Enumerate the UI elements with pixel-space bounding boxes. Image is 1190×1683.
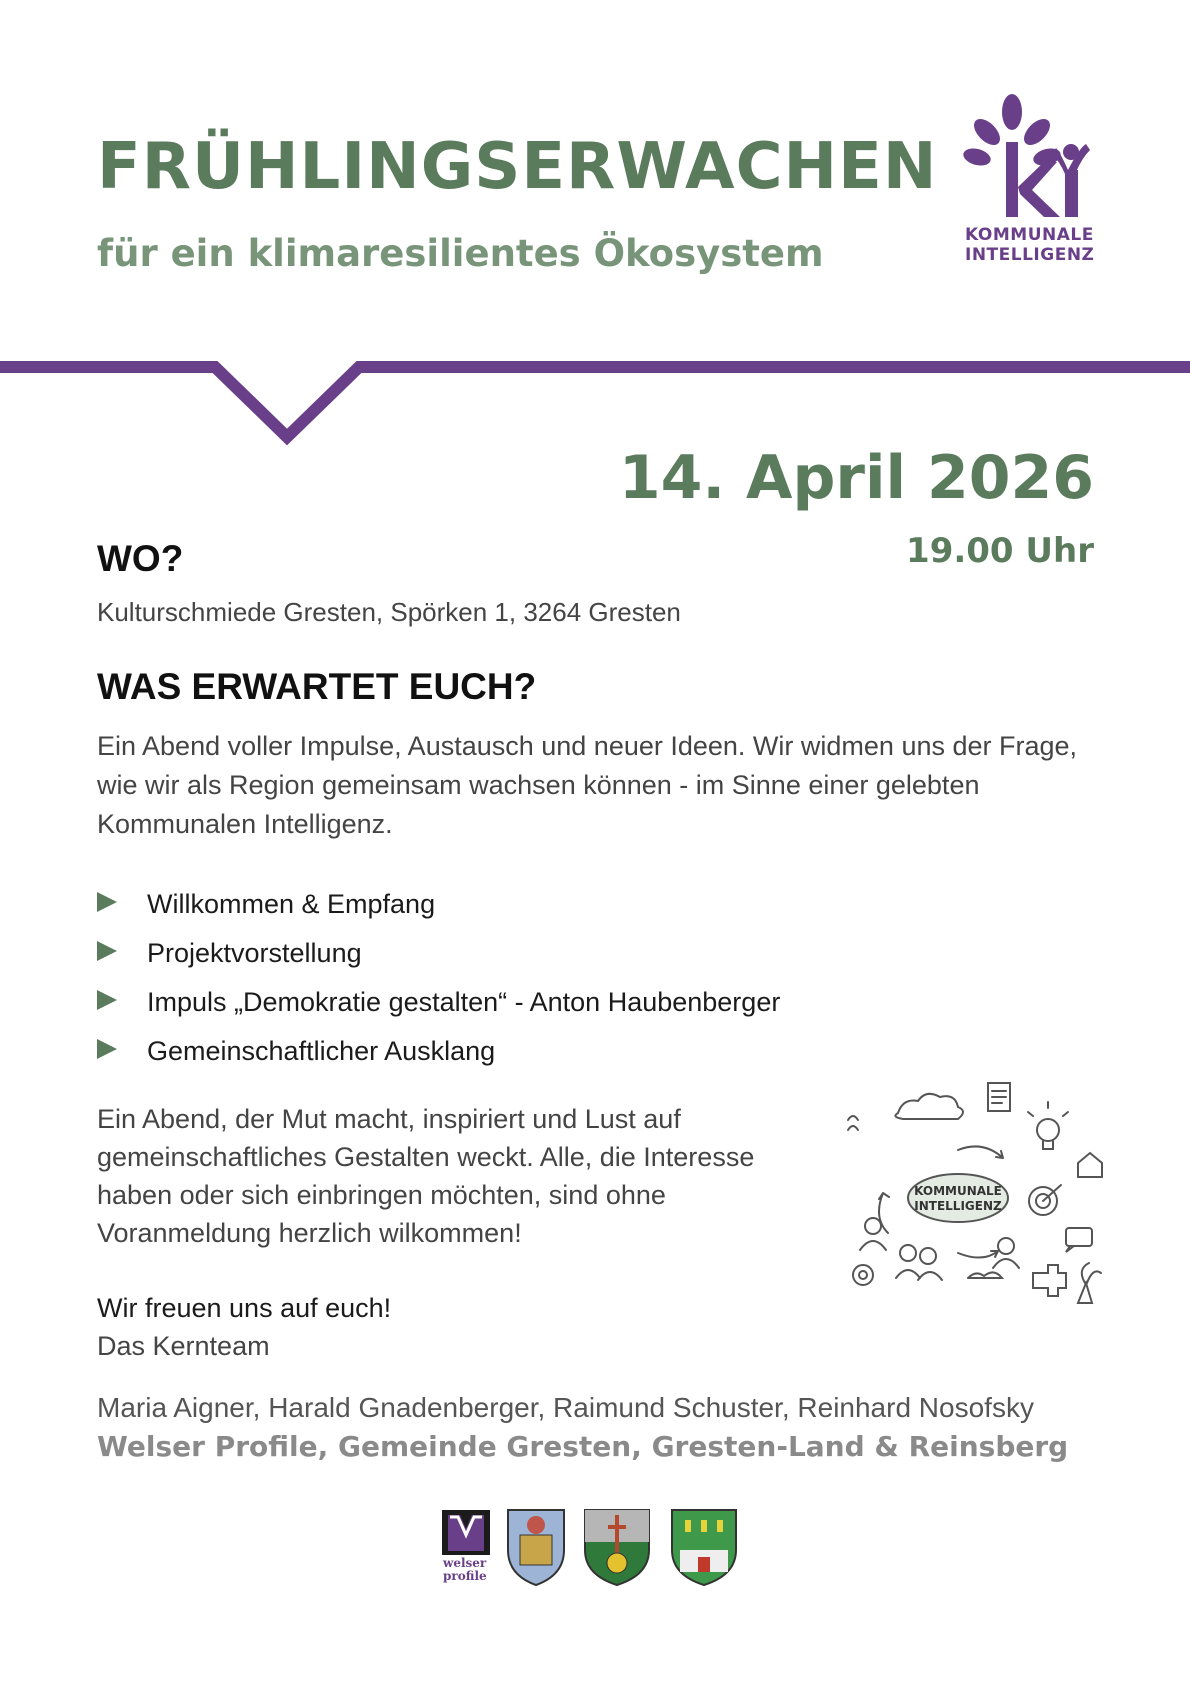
agenda-item bbox=[97, 880, 780, 929]
triangle-bullet-icon bbox=[97, 941, 117, 961]
triangle-bullet-icon bbox=[97, 892, 117, 912]
expect-heading: WAS ERWARTET EUCH? bbox=[97, 666, 537, 707]
logo-wordmark bbox=[965, 225, 1094, 265]
where-heading: WO? bbox=[97, 538, 184, 579]
partner-organizations: Welser Profile, Gemeinde Gresten, Gresten-Land & Reinsberg bbox=[97, 1430, 1069, 1463]
agenda-item-label: Gemeinschaftlicher Ausklang bbox=[147, 1036, 496, 1066]
page-title: FRÜHLINGSERWACHEN bbox=[97, 130, 938, 204]
illustration-label1: KOMMUNALE bbox=[914, 1184, 1002, 1198]
welser-line2: profile bbox=[443, 1569, 487, 1583]
agenda-item-label: Projektvorstellung bbox=[147, 938, 362, 968]
team-text: Das Kernteam bbox=[97, 1331, 270, 1361]
closing-paragraph: Ein Abend, der Mut macht, inspiriert und Lust auf gemeinschaftliches Gestalten weckt. Alle, die Interesse haben oder sich einbringen möchten, sind ohne Voranmeldung herzlich wilkommen! bbox=[97, 1104, 755, 1248]
gresten-land-coat-of-arms-icon bbox=[585, 1510, 649, 1585]
agenda-item bbox=[97, 929, 780, 978]
triangle-bullet-icon bbox=[97, 990, 117, 1010]
triangle-bullet-icon bbox=[97, 1039, 117, 1059]
gresten-coat-of-arms-icon bbox=[508, 1510, 564, 1585]
agenda-item bbox=[97, 1027, 780, 1076]
agenda-item-label: Impuls „Demokratie gestalten“ - Anton Haubenberger bbox=[147, 987, 781, 1017]
venue-address: Kulturschmiede Gresten, Spörken 1, 3264 Gresten bbox=[97, 597, 681, 627]
welser-line1: welser bbox=[443, 1556, 487, 1570]
agenda-item bbox=[97, 978, 780, 1027]
team-names: Maria Aigner, Harald Gnadenberger, Raimund Schuster, Reinhard Nosofsky bbox=[97, 1392, 1034, 1423]
agenda-list bbox=[97, 880, 780, 1076]
logo-line2: INTELLIGENZ bbox=[965, 245, 1095, 265]
welser-profile-logo-icon bbox=[442, 1510, 490, 1583]
greeting-text: Wir freuen uns auf euch! bbox=[97, 1293, 392, 1323]
reinsberg-coat-of-arms-icon bbox=[672, 1510, 736, 1585]
page-subtitle: für ein klimaresilientes Ökosystem bbox=[97, 232, 824, 275]
intro-paragraph: Ein Abend voller Impulse, Austausch und neuer Ideen. Wir widmen uns der Frage, wie wir als Region gemeinsam wachsen können - im Sinne einer gelebten Kommunalen Intelligenz. bbox=[97, 731, 1078, 839]
logo-line1: KOMMUNALE bbox=[965, 225, 1094, 245]
illustration-label2: INTELLIGENZ bbox=[914, 1199, 1002, 1213]
agenda-item-label: Willkommen & Empfang bbox=[147, 889, 436, 919]
community-intelligence-illustration bbox=[838, 1078, 1118, 1328]
event-date: 14. April 2026 bbox=[618, 443, 1094, 513]
event-time: 19.00 Uhr bbox=[906, 531, 1094, 571]
partner-logos bbox=[440, 1505, 750, 1590]
